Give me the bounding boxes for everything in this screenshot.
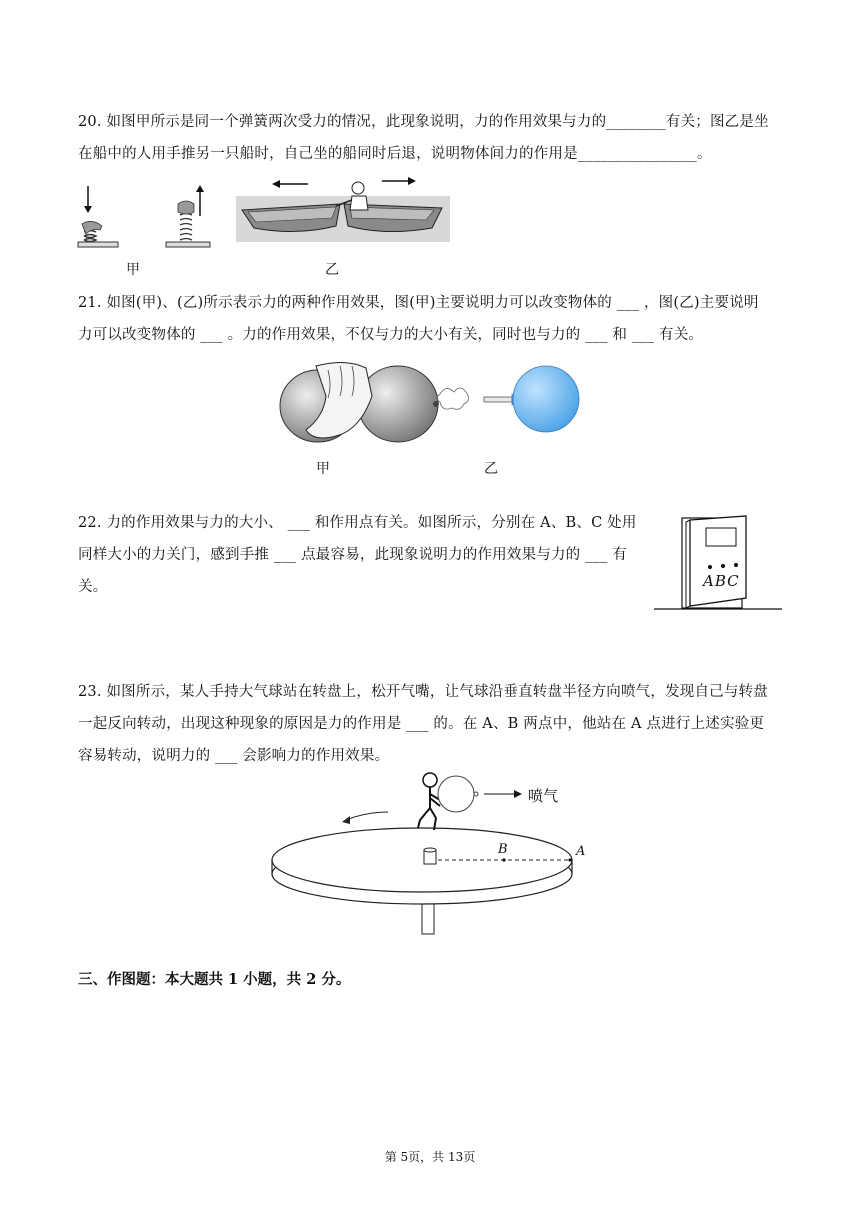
q22-line-1: 22. 力的作用效果与力的大小、 ___ 和作用点有关。如图所示，分别在 A、B、C 处用 <box>78 515 637 531</box>
page-footer: 第 5页，共 13页 <box>384 1150 476 1164</box>
q20-line-1: 20. 如图甲所示是同一个弹簧两次受力的情况，此现象说明，力的作用效果与力的________有关；图乙是坐 <box>78 114 769 130</box>
section-3-heading: 三、作图题：本大题共 1 小题，共 2 分。 <box>78 971 351 988</box>
q21-jet-balloon-figure <box>436 364 586 444</box>
q23-line-3: 容易转动，说明力的 ___ 会影响力的作用效果。 <box>78 748 390 764</box>
q23-line-2: 一起反向转动，出现这种现象的原因是力的作用是 ___ 的。在 A、B 两点中，他站在 A 点进行上述实验更 <box>78 716 765 732</box>
q20-caption-jia: 甲 <box>126 262 140 278</box>
q23-line-1: 23. 如图所示，某人手持大气球站在转盘上，松开气嘴，让气球沿垂直转盘半径方向喷气，发现自己与转盘 <box>78 684 768 700</box>
q23-text <box>78 676 784 772</box>
q22-text <box>78 507 650 603</box>
q22-door-point-labels: ABC <box>703 572 740 590</box>
q22-door-figure <box>652 514 784 614</box>
q20-spring-figure <box>72 180 232 252</box>
q20-boat-figure <box>236 176 450 242</box>
q21-caption-yi: 乙 <box>484 461 498 477</box>
q21-caption-jia: 甲 <box>316 461 330 477</box>
q21-line-1: 21. 如图(甲)、(乙)所示表示力的两种作用效果，图(甲)主要说明力可以改变物体的 ___ ，图(乙)主要说明 <box>78 295 759 311</box>
q23-point-A-label: A <box>576 844 586 859</box>
q23-spray-label: 喷气 <box>528 787 559 805</box>
q23-point-B-label: B <box>498 842 508 857</box>
q20-caption-yi: 乙 <box>325 262 339 278</box>
q21-squeezed-balloon-figure <box>276 356 446 448</box>
q21-text <box>78 287 784 351</box>
q21-line-2: 力可以改变物体的 ___ 。力的作用效果，不仅与力的大小有关，同时也与力的 ___ 和 ___ 有关。 <box>78 327 704 343</box>
q20-text <box>78 106 784 170</box>
q22-line-3: 关。 <box>78 579 108 595</box>
q20-line-2: 在船中的人用手推另一只船时，自己坐的船同时后退，说明物体间力的作用是________________。 <box>78 146 712 162</box>
q22-line-2: 同样大小的力关门，感到手推 ___ 点最容易，此现象说明力的作用效果与力的 ___ 有 <box>78 547 628 563</box>
